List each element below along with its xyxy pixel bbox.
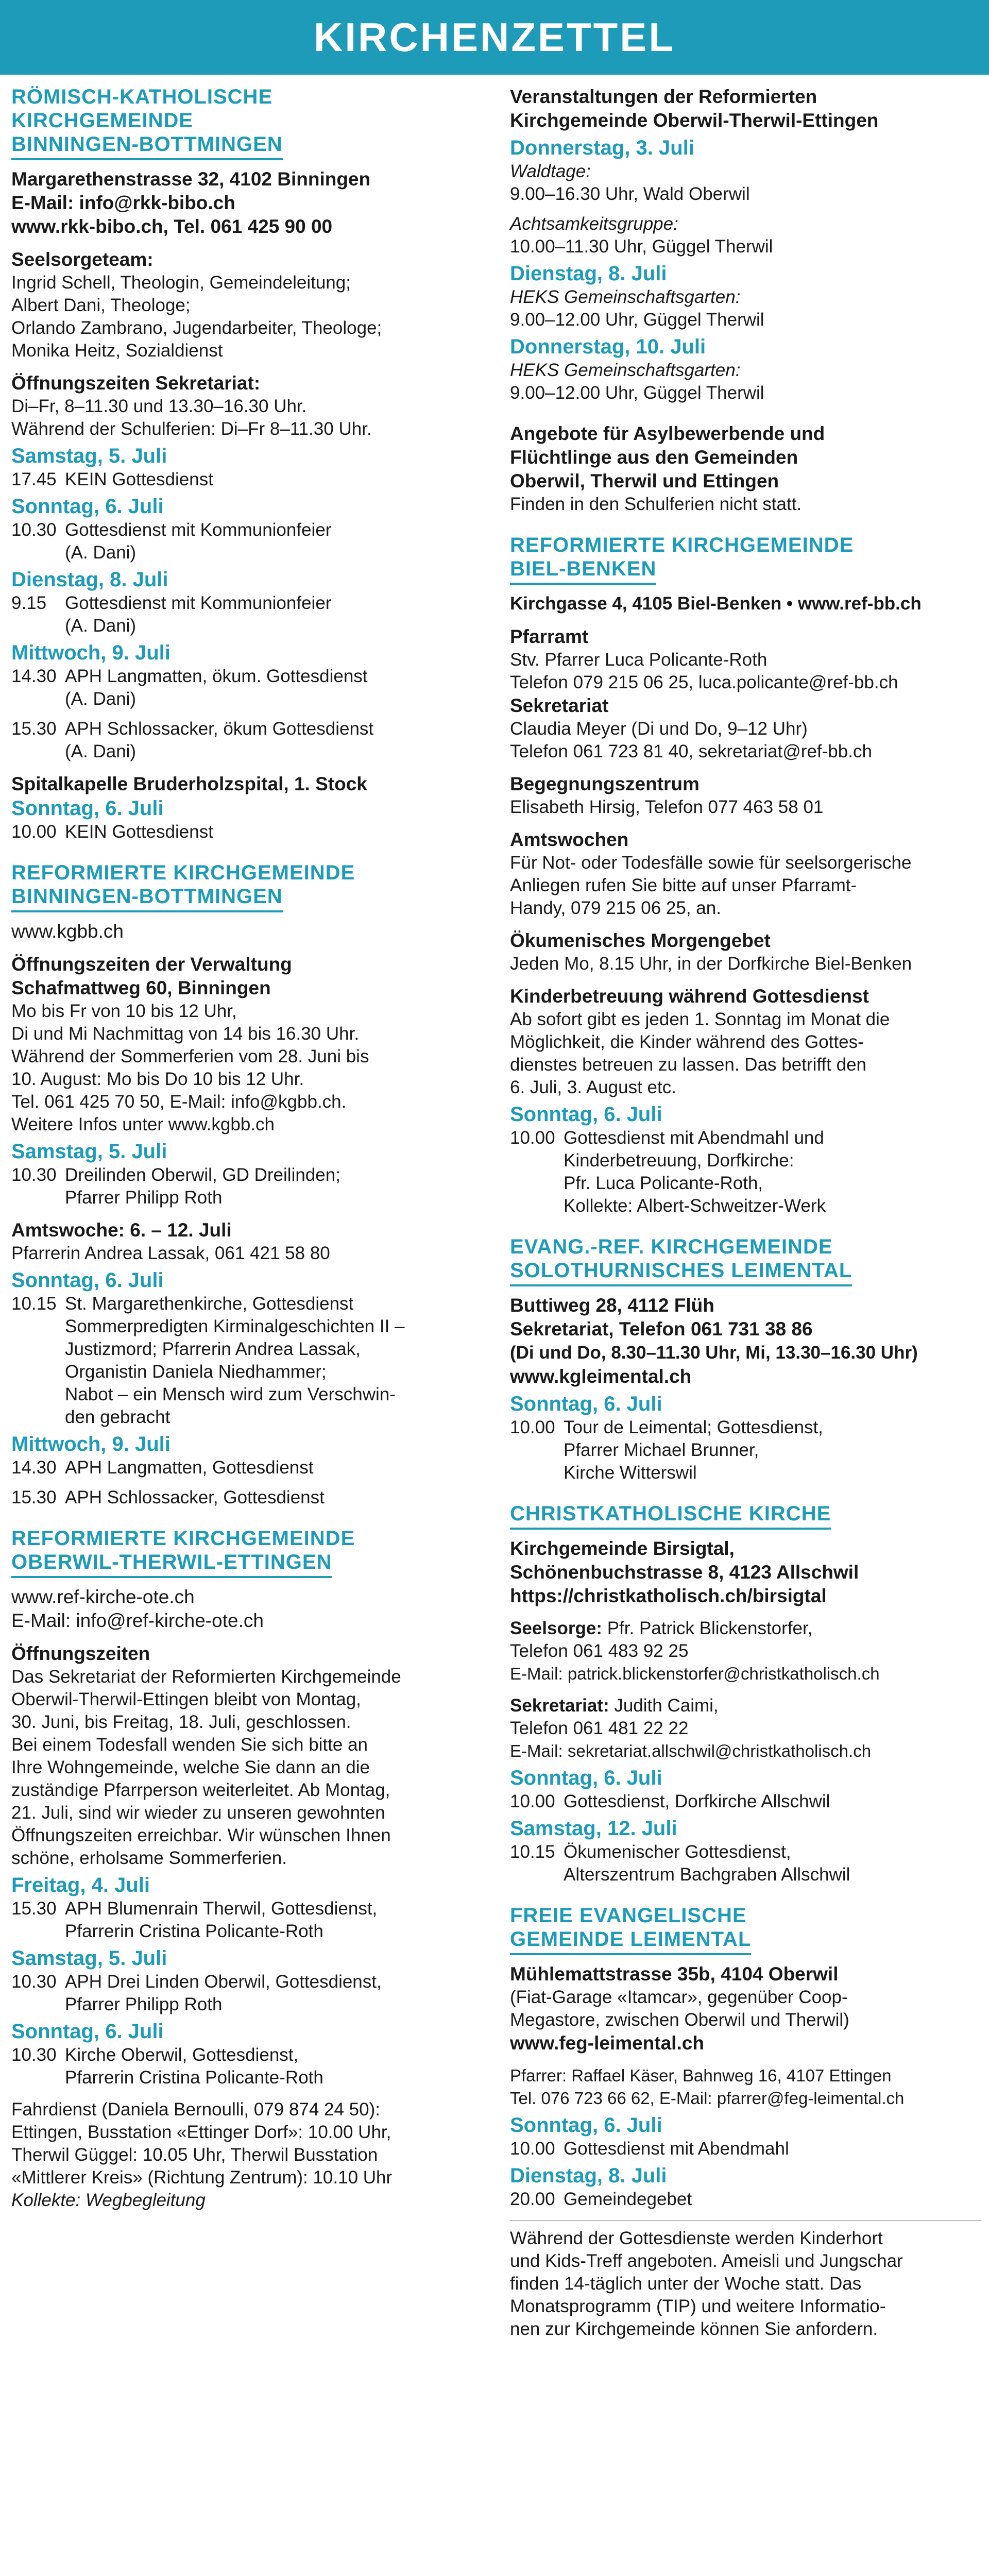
event-time: 20.00: [510, 2189, 555, 2209]
subheading: Pfarramt: [510, 626, 589, 647]
section-title: [510, 533, 981, 592]
section-title-line: EVANG.-REF. KIRCHGEMEINDE: [510, 1235, 833, 1258]
event-date: Sonntag, 6. Juli: [11, 495, 164, 518]
event-item: [11, 592, 483, 615]
event-text: APH Schlossacker, Gottesdienst: [65, 1487, 325, 1507]
text-line: Monika Heitz, Sozialdienst: [11, 341, 223, 361]
event-label: HEKS Gemeinschaftsgarten:: [510, 287, 741, 307]
event-date: Dienstag, 8. Juli: [11, 568, 168, 591]
event-date: Sonntag, 6. Juli: [510, 1393, 662, 1415]
event-detail: Pfarrer Philipp Roth: [65, 1994, 223, 2014]
event-time: 10.00: [510, 1791, 555, 1811]
email: E-Mail: info@ref-kirche-ote.ch: [11, 1610, 264, 1631]
address: Mühlemattstrasse 35b, 4104 Oberwil: [510, 1963, 839, 1985]
text-line: Während der Schulferien: Di–Fr 8–11.30 Uhr.: [11, 419, 372, 439]
event-time: 10.30: [11, 520, 57, 540]
text-line: Monatsprogramm (TIP) und weitere Informatio-: [510, 2296, 886, 2316]
event-text: St. Margarethenkirche, Gottesdienst: [65, 1294, 354, 1314]
event-text: KEIN Gottesdienst: [65, 822, 213, 842]
section-title: [510, 1502, 981, 1537]
event-time: 10.00: [510, 1128, 555, 1148]
event-time: 9.15: [11, 593, 47, 613]
event-time: 10.15: [11, 1294, 57, 1314]
event-label: Waldtage:: [510, 161, 591, 181]
section-title: [510, 1904, 981, 1962]
event-item: [11, 2044, 483, 2066]
event-date: Sonntag, 6. Juli: [11, 2020, 164, 2043]
section-evang-ref-leimental: [510, 1235, 981, 1484]
event-time: 14.30: [11, 666, 57, 686]
text-line: Ettingen, Busstation «Ettinger Dorf»: 10.00 Uhr,: [11, 2122, 391, 2142]
event-text: APH Schlossacker, ökum Gottesdienst: [65, 719, 374, 739]
section-title-line: SOLOTHURNISCHES LEIMENTAL: [510, 1259, 852, 1286]
text-line: [510, 1617, 981, 1640]
event-text: Ökumenischer Gottesdienst,: [564, 1842, 791, 1862]
event-date: Dienstag, 8. Juli: [510, 262, 667, 285]
event-detail: Pfr. Luca Policante-Roth,: [564, 1173, 763, 1193]
event-text: Gottesdienst mit Kommunionfeier: [65, 520, 332, 540]
event-time: 14.30: [11, 1458, 57, 1478]
section-title-line: OBERWIL-THERWIL-ETTINGEN: [11, 1550, 332, 1578]
text-line: Für Not- oder Todesfälle sowie für seelsorgerische: [510, 853, 912, 873]
event-label: Achtsamkeitsgruppe:: [510, 214, 678, 234]
event-time: 10.00: [510, 2139, 555, 2159]
text-line: Tel. 061 425 70 50, E-Mail: info@kgbb.ch.: [11, 1092, 347, 1112]
event-text: KEIN Gottesdienst: [65, 469, 213, 489]
text-line: «Mittlerer Kreis» (Richtung Zentrum): 10.10 Uhr: [11, 2167, 393, 2188]
subheading: Angebote für Asylbewerbende und: [510, 423, 825, 444]
website: https://christkatholisch.ch/birsigtal: [510, 1585, 827, 1606]
event-item: [510, 1790, 981, 1813]
text-line: Öffnungszeiten erreichbar. Wir wünschen Ihnen: [11, 1825, 391, 1845]
text-line: 21. Juli, sind wir wieder zu unseren gewohnten: [11, 1803, 385, 1823]
event-detail: (A. Dani): [65, 543, 137, 563]
event-detail: Organistin Daniela Niedhammer;: [65, 1362, 327, 1382]
event-date: Samstag, 5. Juli: [11, 1140, 167, 1163]
event-time: 10.00: [510, 1417, 555, 1437]
event-date: Donnerstag, 10. Juli: [510, 335, 706, 358]
event-label: HEKS Gemeinschaftsgarten:: [510, 360, 741, 380]
text-line: Bei einem Todesfall wenden Sie sich bitte an: [11, 1735, 368, 1755]
text-line: Telefon 061 481 22 22: [510, 1718, 689, 1738]
event-item: [510, 2138, 981, 2160]
address: Buttiweg 28, 4112 Flüh: [510, 1295, 714, 1316]
text-line: 6. Juli, 3. August etc.: [510, 1077, 676, 1097]
event-item: [510, 2188, 981, 2211]
section-title-line: GEMEINDE LEIMENTAL: [510, 1927, 751, 1955]
section-title: [11, 1527, 483, 1585]
text-line: Di–Fr, 8–11.30 und 13.30–16.30 Uhr.: [11, 396, 307, 416]
section-title-line: FREIE EVANGELISCHE: [510, 1904, 747, 1927]
event-date: Donnerstag, 3. Juli: [510, 137, 694, 159]
event-text: 9.00–12.00 Uhr, Güggel Therwil: [510, 383, 764, 403]
text-line: und Kids-Treff angeboten. Ameisli und Jungschar: [510, 2251, 903, 2271]
event-detail: den gebracht: [65, 1407, 170, 1427]
section-title-line: BINNINGEN-BOTTMINGEN: [11, 132, 283, 160]
text-line: Pfarrer: Raffael Käser, Bahnweg 16, 4107 Ettingen: [510, 2066, 892, 2085]
text-line: dienstes betreuen zu lassen. Das betrifft den: [510, 1055, 867, 1075]
event-item: [11, 1293, 483, 1315]
text-line: Möglichkeit, die Kinder während des Gottes-: [510, 1032, 864, 1052]
section-biel-benken: [510, 533, 981, 1217]
subheading: Spitalkapelle Bruderholzspital, 1. Stock: [11, 773, 367, 794]
event-date: Mittwoch, 9. Juli: [11, 641, 170, 664]
subheading: Öffnungszeiten der Verwaltung: [11, 954, 292, 975]
event-date: Sonntag, 6. Juli: [510, 1103, 662, 1126]
subheading: Flüchtlinge aus den Gemeinden: [510, 447, 798, 468]
event-item: [11, 1164, 483, 1187]
event-text: Dreilinden Oberwil, GD Dreilinden;: [65, 1165, 340, 1185]
text-line: Albert Dani, Theologe;: [11, 295, 191, 315]
event-item: [11, 1971, 483, 1993]
event-item: [11, 519, 483, 541]
section-christkatholisch: [510, 1502, 981, 1886]
text-line: nen zur Kirchgemeinde können Sie anfordern.: [510, 2319, 878, 2339]
text-line: Während der Sommerferien vom 28. Juni bis: [11, 1046, 369, 1066]
section-title-line: CHRISTKATHOLISCHE KIRCHE: [510, 1502, 831, 1530]
event-time: 10.30: [11, 1165, 57, 1185]
website: www.kgbb.ch: [11, 921, 124, 942]
event-time: 10.15: [510, 1842, 555, 1862]
section-freie-evangelische: [510, 1904, 981, 2341]
event-detail: Pfarrer Philipp Roth: [65, 1188, 223, 1208]
event-item: [11, 718, 483, 740]
event-item: [510, 1416, 981, 1439]
event-item: [510, 1127, 981, 1149]
event-date: Mittwoch, 9. Juli: [11, 1433, 170, 1455]
subheading: Sekretariat: [510, 695, 609, 716]
event-text: 10.00–11.30 Uhr, Güggel Therwil: [510, 236, 773, 257]
event-date: Dienstag, 8. Juli: [510, 2164, 667, 2187]
text-line: Während der Gottesdienste werden Kinderhort: [510, 2228, 883, 2248]
website: www.feg-leimental.ch: [510, 2032, 704, 2054]
event-date: Samstag, 5. Juli: [11, 1947, 167, 1970]
divider: [510, 2220, 981, 2227]
event-text: APH Langmatten, Gottesdienst: [65, 1458, 314, 1478]
text-line: Telefon 061 723 81 40, sekretariat@ref-bb.ch: [510, 741, 872, 761]
text-line: Tel. 076 723 66 62, E-Mail: pfarrer@feg-leimental.ch: [510, 2089, 905, 2108]
subheading: Kinderbetreuung während Gottesdienst: [510, 986, 869, 1007]
section-title: [11, 861, 483, 920]
left-column: [11, 75, 483, 2212]
event-text: Gottesdienst mit Kommunionfeier: [65, 593, 332, 613]
section-title-line: BIEL-BENKEN: [510, 557, 656, 585]
event-time: 15.30: [11, 1487, 57, 1507]
event-time: 17.45: [11, 469, 57, 489]
text-line: Telefon 061 483 92 25: [510, 1641, 689, 1661]
text-line: Pfarrerin Andrea Lassak, 061 421 58 80: [11, 1243, 330, 1263]
text-line: Telefon 079 215 06 25, luca.policante@ref-bb.ch: [510, 672, 898, 692]
website: www.kgleimental.ch: [510, 1366, 692, 1387]
event-detail: Kinderbetreuung, Dorfkirche:: [564, 1150, 794, 1171]
text-line: schöne, erholsame Sommerferien.: [11, 1848, 287, 1868]
text-line: Ihre Wohngemeinde, welche Sie dann an die: [11, 1757, 370, 1777]
event-item: [510, 1841, 981, 1863]
event-time: 10.00: [11, 822, 57, 842]
header-banner: [0, 0, 989, 75]
section-title-line: RÖMISCH-KATHOLISCHE: [11, 86, 273, 108]
value: Pfr. Patrick Blickenstorfer,: [607, 1618, 813, 1638]
subheading: Veranstaltungen der Reformierten: [510, 86, 817, 107]
text-line: Claudia Meyer (Di und Do, 9–12 Uhr): [510, 719, 808, 739]
text-line: Di und Mi Nachmittag von 14 bis 16.30 Uhr.: [11, 1024, 360, 1044]
event-date: Samstag, 5. Juli: [11, 445, 167, 467]
subheading: Öffnungszeiten Sekretariat:: [11, 372, 261, 394]
text-line: Elisabeth Hirsig, Telefon 077 463 58 01: [510, 797, 824, 817]
event-detail: (A. Dani): [65, 741, 137, 761]
event-text: APH Drei Linden Oberwil, Gottesdienst,: [65, 1972, 382, 1992]
text-line: Ingrid Schell, Theologin, Gemeindeleitung;: [11, 273, 351, 293]
event-date: Sonntag, 6. Juli: [11, 797, 164, 820]
text-line: Stv. Pfarrer Luca Policante-Roth: [510, 650, 768, 670]
text-line: Mo bis Fr von 10 bis 12 Uhr,: [11, 1001, 237, 1021]
event-time: 15.30: [11, 1899, 57, 1919]
event-detail: Nabot – ein Mensch wird zum Verschwin-: [65, 1384, 396, 1404]
event-time: 10.30: [11, 1972, 57, 1992]
event-text: APH Langmatten, ökum. Gottesdienst: [65, 666, 368, 686]
text-line: Orlando Zambrano, Jugendarbeiter, Theologe;: [11, 318, 382, 338]
page-title: KIRCHENZETTEL: [314, 14, 675, 60]
event-date: Sonntag, 6. Juli: [510, 1767, 662, 1789]
event-date: Sonntag, 6. Juli: [510, 2114, 662, 2137]
text-line: (Fiat-Garage «Itamcar», gegenüber Coop-: [510, 1987, 848, 2007]
subheading: Oberwil, Therwil und Ettingen: [510, 470, 779, 492]
text-line: Therwil Güggel: 10.05 Uhr, Therwil Busstation: [11, 2145, 378, 2165]
subheading: Ökumenisches Morgengebet: [510, 930, 771, 951]
text-line: Oberwil-Therwil-Ettingen bleibt von Montag,: [11, 1689, 361, 1709]
text-line: Jeden Mo, 8.15 Uhr, in der Dorfkirche Biel-Benken: [510, 954, 912, 974]
text-line: Weitere Infos unter www.kgbb.ch: [11, 1114, 275, 1134]
section-reformiert-ote: [11, 1527, 483, 2212]
website-phone: www.rkk-bibo.ch, Tel. 061 425 90 00: [11, 216, 333, 237]
event-text: Gottesdienst mit Abendmahl und: [564, 1128, 824, 1148]
text-line: 10. August: Mo bis Do 10 bis 12 Uhr.: [11, 1069, 304, 1089]
text-line: Anliegen rufen Sie bitte auf unser Pfarramt-: [510, 875, 857, 895]
subheading: Begegnungszentrum: [510, 773, 700, 794]
section-title: [510, 1235, 981, 1294]
section-title-line: REFORMIERTE KIRCHGEMEINDE: [11, 1527, 355, 1550]
event-text: 9.00–16.30 Uhr, Wald Oberwil: [510, 184, 750, 204]
event-text: Tour de Leimental; Gottesdienst,: [564, 1417, 823, 1437]
event-detail: Alterszentrum Bachgraben Allschwil: [564, 1865, 850, 1885]
event-date: Freitag, 4. Juli: [11, 1874, 150, 1896]
text-line: Das Sekretariat der Reformierten Kirchgemeinde: [11, 1667, 401, 1687]
subheading: Seelsorgeteam:: [11, 249, 154, 270]
event-detail: Pfarrerin Cristina Policante-Roth: [65, 1921, 323, 1941]
event-detail: Kollekte: Albert-Schweitzer-Werk: [564, 1196, 826, 1216]
text-line: E-Mail: sekretariat.allschwil@christkatholisch.ch: [510, 1741, 872, 1760]
event-text: Kirche Oberwil, Gottesdienst,: [65, 2045, 299, 2065]
text-line: zuständige Pfarrperson weiterleitet. Ab Montag,: [11, 1780, 390, 1800]
event-item: [11, 665, 483, 688]
event-detail: (A. Dani): [65, 689, 137, 709]
section-title-line: BINNINGEN-BOTTMINGEN: [11, 885, 283, 912]
text-line: E-Mail: patrick.blickenstorfer@christkatholisch.ch: [510, 1664, 880, 1683]
event-date: Sonntag, 6. Juli: [11, 1269, 164, 1292]
event-detail: Pfarrer Michael Brunner,: [564, 1440, 759, 1460]
event-item: [11, 1897, 483, 1920]
value: Judith Caimi,: [614, 1696, 719, 1716]
text-line: Megastore, zwischen Oberwil und Therwil): [510, 2010, 849, 2030]
event-detail: Kirche Witterswil: [564, 1463, 697, 1483]
text-line: Handy, 079 215 06 25, an.: [510, 898, 721, 918]
section-title-line: REFORMIERTE KIRCHGEMEINDE: [11, 861, 355, 884]
text-line: Finden in den Schulferien nicht statt.: [510, 494, 802, 514]
address: Kirchgasse 4, 4105 Biel-Benken • www.ref-bb.ch: [510, 594, 922, 614]
event-detail: Justizmord; Pfarrerin Andrea Lassak,: [65, 1339, 361, 1359]
event-detail: Pfarrerin Cristina Policante-Roth: [65, 2067, 323, 2088]
kollekte-note: Kollekte: Wegbegleitung: [11, 2190, 206, 2210]
right-column: [510, 75, 981, 2341]
section-title-line: REFORMIERTE KIRCHGEMEINDE: [510, 534, 854, 556]
event-item: [11, 1486, 483, 1509]
event-time: 10.30: [11, 2045, 57, 2065]
event-text: Gemeindegebet: [564, 2189, 692, 2209]
subheading: Amtswoche: 6. – 12. Juli: [11, 1219, 232, 1241]
address: Margarethenstrasse 32, 4102 Binningen: [11, 168, 371, 190]
event-text: APH Blumenrain Therwil, Gottesdienst,: [65, 1899, 378, 1919]
text-line: 30. Juni, bis Freitag, 18. Juli, geschlossen.: [11, 1712, 351, 1732]
event-date: Samstag, 12. Juli: [510, 1817, 677, 1840]
event-item: [11, 1456, 483, 1479]
label: Sekretariat:: [510, 1696, 609, 1716]
text-line: [510, 1694, 981, 1717]
event-detail: (A. Dani): [65, 616, 137, 636]
section-title: [11, 85, 483, 167]
event-time: 15.30: [11, 719, 57, 739]
hours: (Di und Do, 8.30–11.30 Uhr, Mi, 13.30–16.30 Uhr): [510, 1343, 918, 1363]
event-text: Gottesdienst mit Abendmahl: [564, 2139, 789, 2159]
section-reformiert-binningen: [11, 861, 483, 1509]
subheading: Öffnungszeiten: [11, 1643, 150, 1664]
subheading: Schafmattweg 60, Binningen: [11, 977, 271, 998]
phone: Sekretariat, Telefon 061 731 38 86: [510, 1318, 813, 1340]
email: E-Mail: info@rkk-bibo.ch: [11, 192, 235, 213]
website: www.ref-kirche-ote.ch: [11, 1586, 195, 1607]
text-line: Fahrdienst (Daniela Bernoulli, 079 874 24 50):: [11, 2099, 380, 2120]
event-item: [11, 468, 483, 491]
text-line: finden 14-täglich unter der Woche statt. Das: [510, 2274, 862, 2294]
label: Seelsorge:: [510, 1618, 602, 1638]
event-item: [11, 821, 483, 843]
text-line: Ab sofort gibt es jeden 1. Sonntag im Monat die: [510, 1009, 890, 1029]
section-title-line: KIRCHGEMEINDE: [11, 109, 194, 132]
address: Schönenbuchstrasse 8, 4123 Allschwil: [510, 1562, 859, 1583]
subheading: Amtswochen: [510, 829, 629, 850]
section-veranstaltungen: [510, 85, 981, 516]
event-detail: Sommerpredigten Kirminalgeschichten II –: [65, 1316, 405, 1336]
section-roemisch-katholisch: [11, 85, 483, 843]
event-text: 9.00–12.00 Uhr, Güggel Therwil: [510, 310, 764, 330]
subheading: Kirchgemeinde Birsigtal,: [510, 1538, 735, 1559]
event-text: Gottesdienst, Dorfkirche Allschwil: [564, 1791, 830, 1811]
subheading: Kirchgemeinde Oberwil-Therwil-Ettingen: [510, 110, 879, 131]
